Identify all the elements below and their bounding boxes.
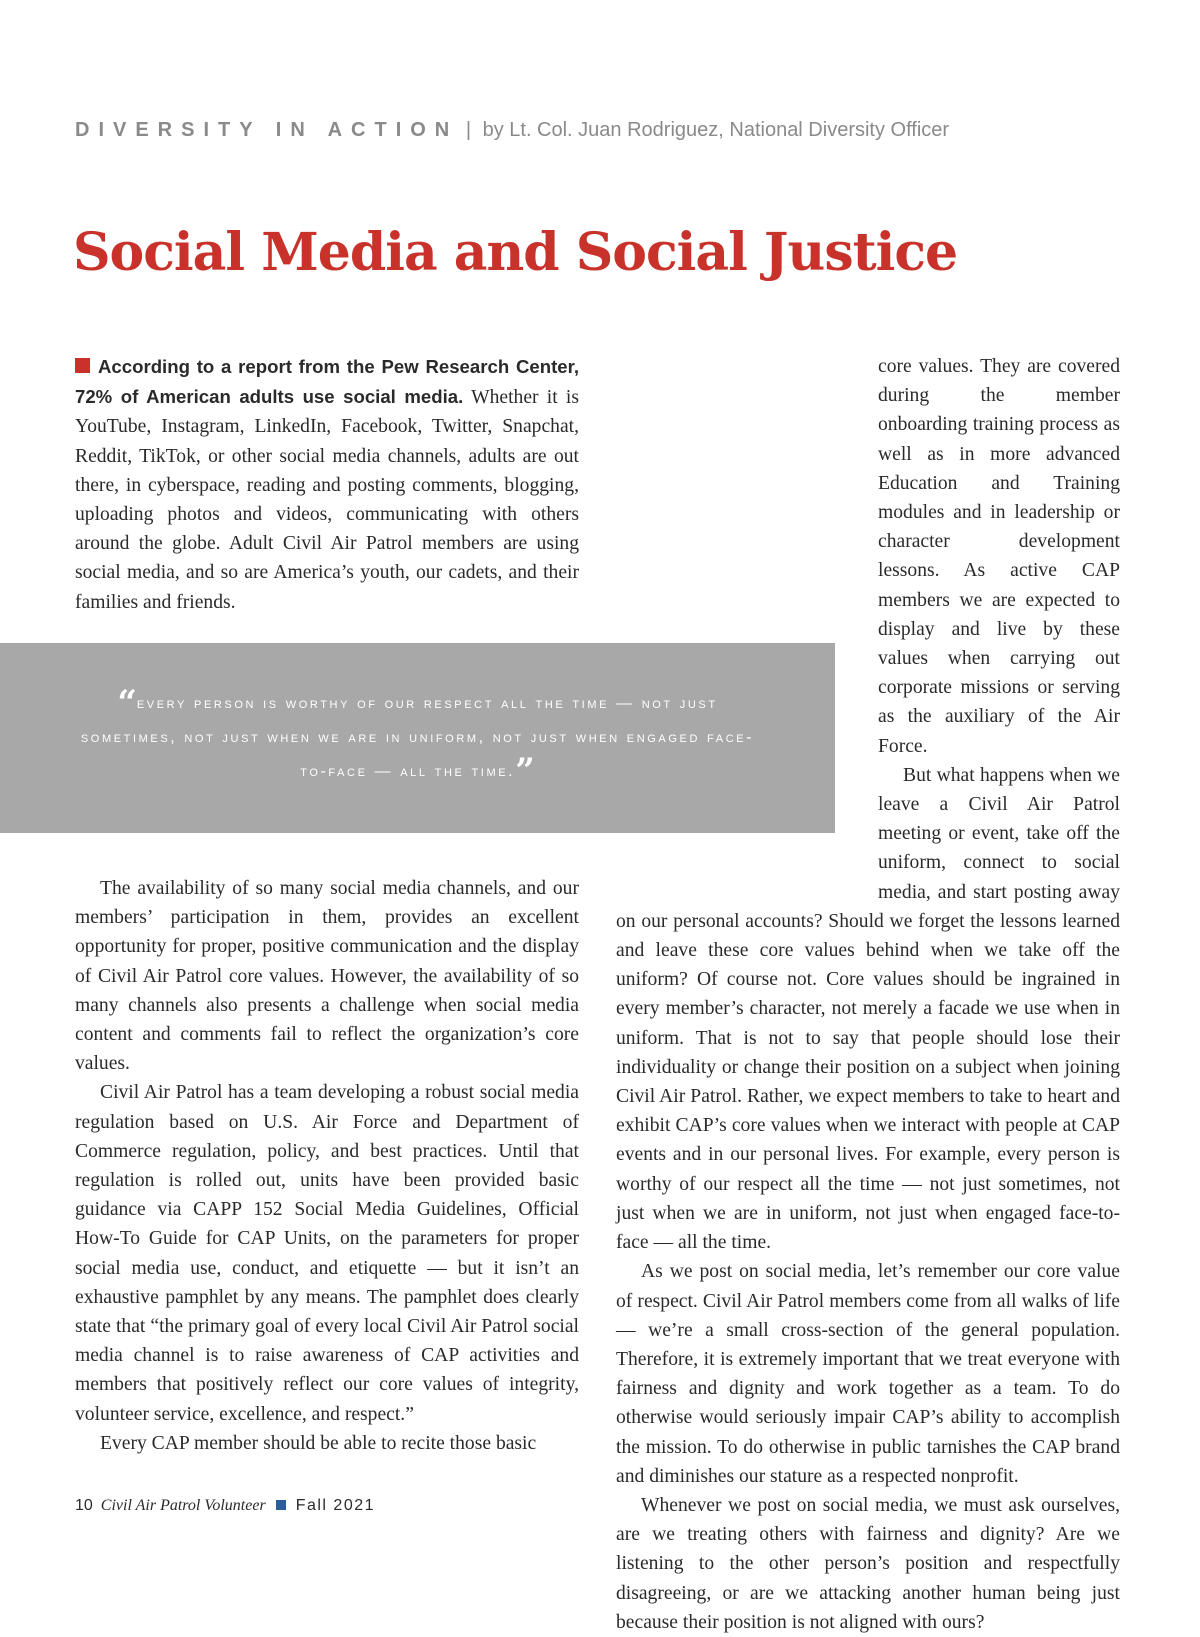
body-paragraph: Civil Air Patrol has a team developing a robust social media regulation based on U.S. Air Force and Department of Commerce regulation, policy, and best practices. Until that regulation is rolled out, units have been provided basic guidance via CAPP 152 Social Media Guidelines, Official How-To Guide for CAP Units, on the parameters for proper social media use, conduct, and etiquette — but it isn’t an exhaustive pamphlet by any means. The pamphlet does clearly state that “the primary goal of every local Civil Air Patrol social media channel is to raise awareness of CAP activities and members that positively reflect our core values of integrity, volunteer service, excellence, and respect.”: [75, 1082, 579, 1425]
blue-square-icon: [276, 1500, 286, 1510]
lead-body-text: Whether it is YouTube, Instagram, LinkedIn, Facebook, Twitter, Snapchat, Reddit, TikTok, or other social media channels, adults are out there, in cyberspace, reading and posting comments, blogging, uploading photos and videos, communicating with others around the globe. Adult Civil Air Patrol members are using social media, and so are America’s youth, our cadets, and their families and friends.: [75, 387, 580, 613]
header-separator: |: [465, 119, 472, 141]
page-number: 10: [75, 1497, 93, 1514]
pull-quote-wrap-space: [616, 614, 878, 904]
publication-name: Civil Air Patrol Volunteer: [100, 1497, 266, 1514]
left-column-body: [75, 874, 579, 1458]
red-square-icon: [75, 358, 90, 373]
body-paragraph: Every CAP member should be able to recite those basic: [100, 1432, 537, 1454]
pull-quote-text: every person is worthy of our respect all the time — not just sometimes, not just when we are in uniform, not just when engaged face-to-face — all the time.: [80, 695, 755, 780]
body-paragraph: The availability of so many social media channels, and our members’ participation in them, provides an excellent opportunity for proper, positive communication and the display of Civil Air Patrol core values. However, the availability of so many channels also presents a challenge when social media content and comments fail to reflect the organization’s core values.: [75, 878, 579, 1075]
body-paragraph: But what happens when we leave a Civil Air Patrol meeting or event, take off the uniform, connect to social media, and start posting away on our personal accounts? Should we forget the lessons learned and leave these core values behind when we take off the uniform? Of course not. Core values should be ingrained in every member’s character, not merely a facade we use when in uniform. That is not to say that people should lose their individuality or change their position on a subject when joining Civil Air Patrol. Rather, we expect members to take to heart and exhibit CAP’s core values when we interact with people at CAP events and in our personal lives. For example, every person is worthy of our respect all the time — not just sometimes, not just when we are in uniform, not just when engaged face-to-face — all the time.: [616, 764, 1120, 1254]
open-quote-mark: “: [117, 683, 137, 723]
close-quote-mark: ”: [515, 751, 535, 791]
article-header: [75, 119, 1135, 142]
lead-bold-text: According to a report from the Pew Research Center, 72% of American adults use social media.: [75, 356, 579, 408]
right-column: [616, 352, 1120, 1637]
lead-paragraph: [75, 352, 579, 617]
body-paragraph: core values. They are covered during the member onboarding training process as well as in more advanced Education and Training modules and in leadership or character development lessons. As active CAP members we are expected to display and live by these values when carrying out corporate missions or serving as the auxiliary of the Air Force.: [878, 356, 1120, 757]
body-paragraph: Whenever we post on social media, we must ask ourselves, are we treating others with fairness and dignity? Are we listening to the other person’s position and respectfully disagreeing, or are we attacking another human being just because their position is not aligned with ours?: [616, 1494, 1120, 1633]
body-paragraph: As we post on social media, let’s remember our core value of respect. Civil Air Patrol members come from all walks of life — we’re a small cross-section of the general population. Therefore, it is extremely important that we treat everyone with fairness and dignity and work together as a team. To do otherwise would seriously impair CAP’s ability to accomplish the mission. To do otherwise in public tarnishes the CAP brand and diminishes our stature as a respected nonprofit.: [616, 1261, 1120, 1487]
byline: by Lt. Col. Juan Rodriguez, National Diversity Officer: [482, 119, 950, 141]
left-column-intro: [75, 352, 579, 617]
article-title: Social Media and Social Justice: [73, 222, 958, 283]
page-footer: [75, 1497, 375, 1515]
issue-label: Fall 2021: [295, 1497, 376, 1514]
section-label: DIVERSITY IN ACTION: [75, 119, 459, 141]
